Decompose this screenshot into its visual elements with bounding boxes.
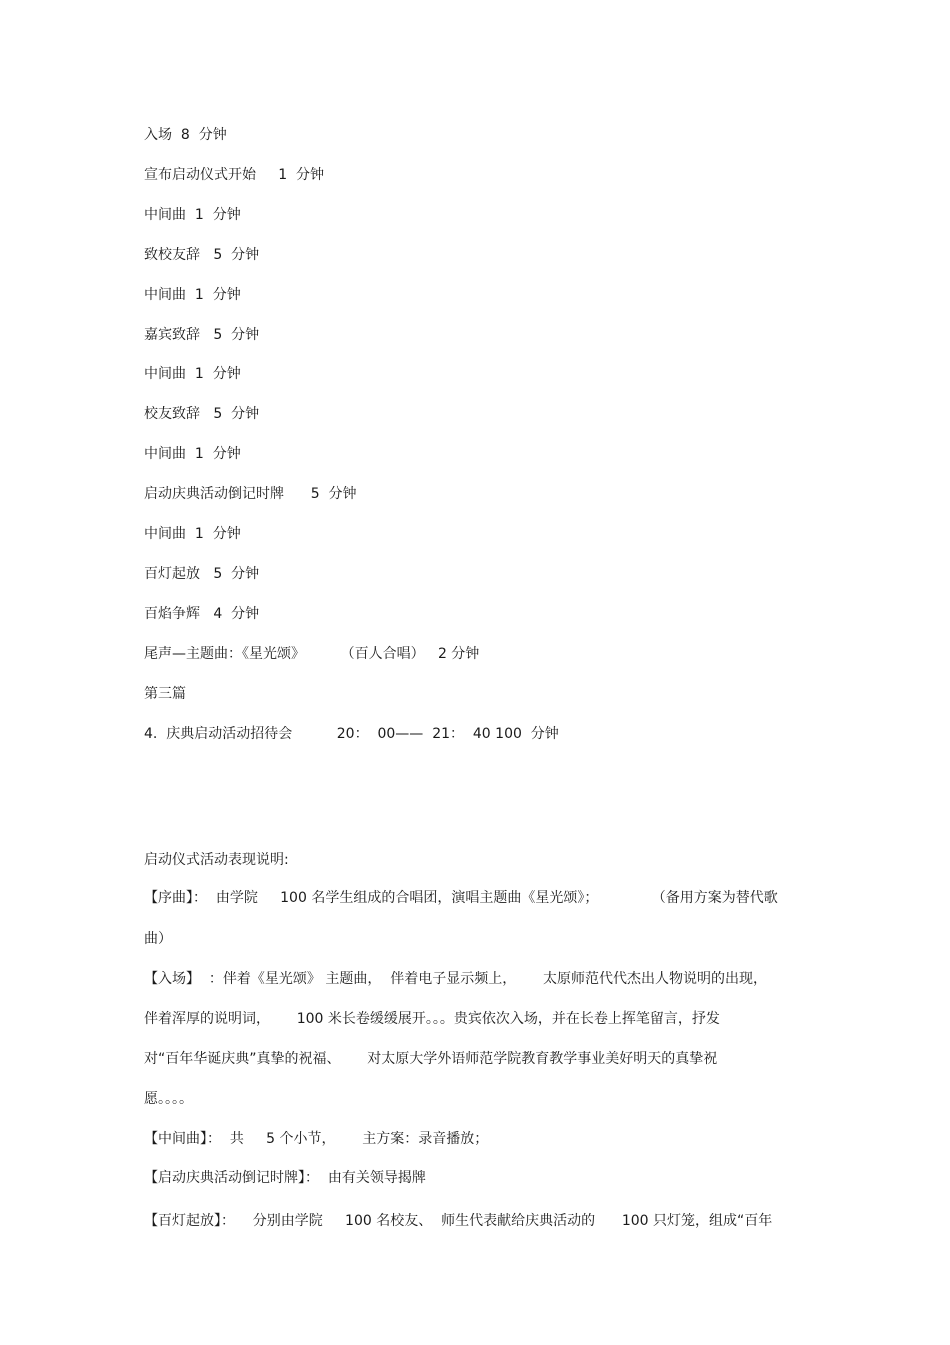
description-line: 【百灯起放】： 分别由学院 100 名校友、 师生代表献给庆典活动的 100 只灯笼，组成“百年	[144, 1213, 773, 1229]
description-line: 曲）	[144, 931, 172, 947]
description-line: 【中间曲】： 共 5 个小节， 主方案：录音播放；	[144, 1131, 489, 1147]
schedule-item: 百焰争辉 4 分钟	[144, 606, 260, 622]
schedule-item: 中间曲 1 分钟	[144, 446, 241, 462]
schedule-item: 尾声—主题曲：《星光颂》 （百人合唱） 2 分钟	[144, 646, 480, 662]
schedule-item: 入场 8 分钟	[144, 127, 227, 143]
section-heading: 第三篇	[144, 686, 186, 702]
schedule-item: 中间曲 1 分钟	[144, 366, 241, 382]
schedule-item: 嘉宾致辞 5 分钟	[144, 327, 260, 343]
schedule-item: 中间曲 1 分钟	[144, 287, 241, 303]
schedule-item: 启动庆典活动倒记时牌 5 分钟	[144, 486, 357, 502]
schedule-item: 中间曲 1 分钟	[144, 526, 241, 542]
schedule-item: 中间曲 1 分钟	[144, 207, 241, 223]
reception-item: 4. 庆典启动活动招待会 20： 00—— 21： 40 100 分钟	[144, 726, 559, 742]
schedule-item: 宣布启动仪式开始 1 分钟	[144, 167, 325, 183]
description-line: 愿。。。。	[144, 1091, 193, 1107]
schedule-item: 致校友辞 5 分钟	[144, 247, 260, 263]
description-line: 【序曲】： 由学院 100 名学生组成的合唱团，演唱主题曲《星光颂》； （备用方案为替代歌	[144, 890, 778, 906]
description-line: 伴着浑厚的说明词， 100 米长卷缓缓展开。。。贵宾依次入场，并在长卷上挥笔留言，抒发	[144, 1011, 720, 1027]
description-heading: 启动仪式活动表现说明:	[144, 852, 289, 868]
description-line: 对“百年华诞庆典”真挚的祝福、 对太原大学外语师范学院教育教学事业美好明天的真挚祝	[144, 1051, 718, 1067]
description-line: 【入场】 ：伴着《星光颂》 主题曲， 伴着电子显示频上， 太原师范代代杰出人物说明的出现，	[144, 971, 767, 987]
schedule-item: 校友致辞 5 分钟	[144, 406, 260, 422]
schedule-item: 百灯起放 5 分钟	[144, 566, 260, 582]
description-line: 【启动庆典活动倒记时牌】： 由有关领导揭牌	[144, 1170, 426, 1186]
